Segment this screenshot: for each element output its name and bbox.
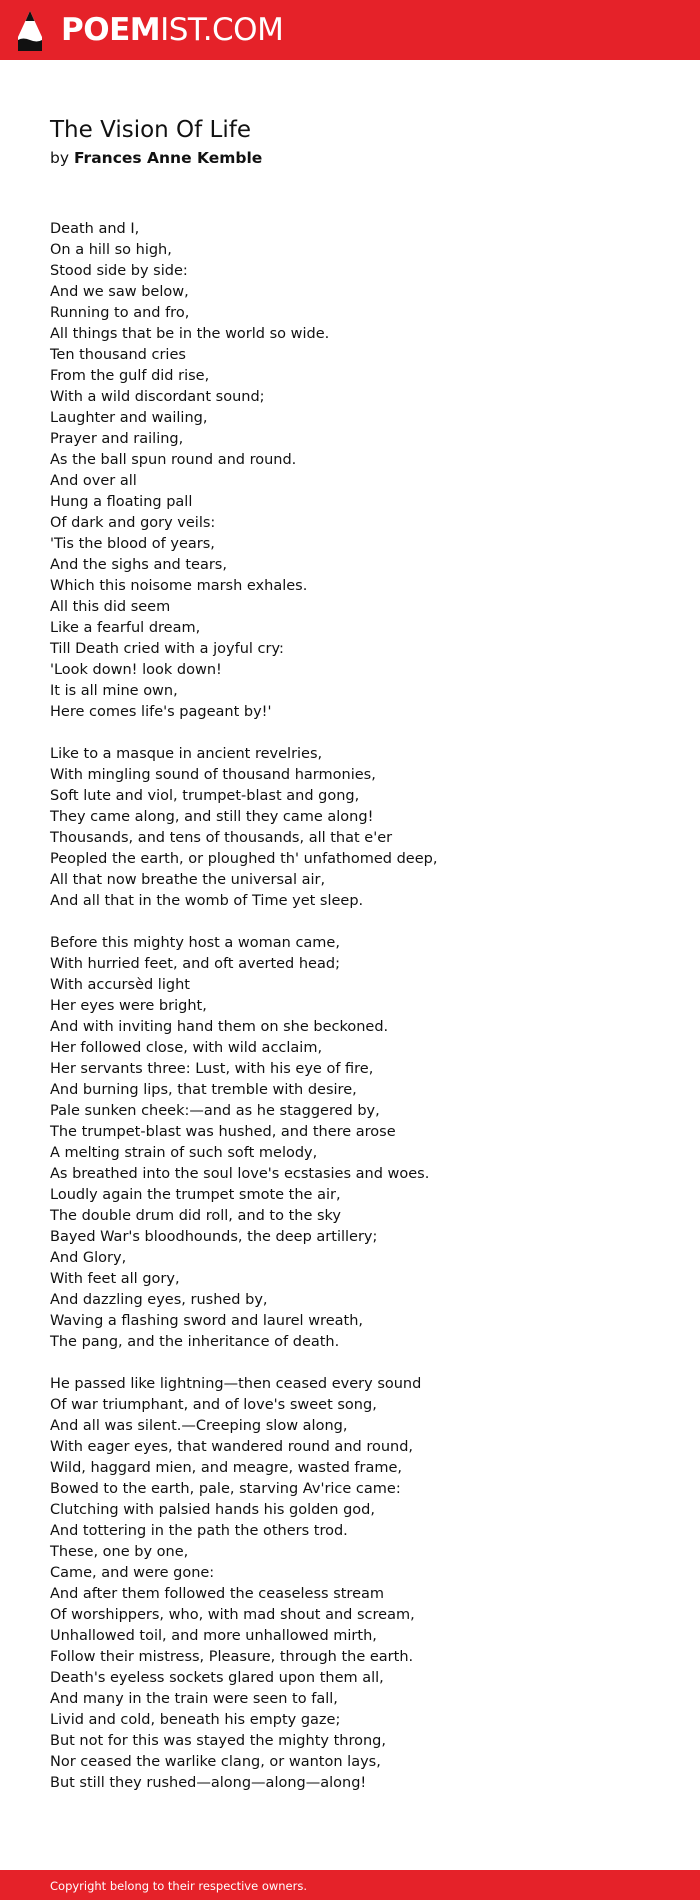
poem-line: On a hill so high,	[50, 242, 172, 258]
poem-line: With eager eyes, that wandered round and round,	[50, 1439, 414, 1455]
site-logo-text[interactable]	[61, 12, 283, 48]
poem-line: Death and I,	[50, 221, 140, 237]
poem-line: Follow their mistress, Pleasure, through the earth.	[50, 1649, 414, 1665]
poem-line: As the ball spun round and round.	[50, 452, 297, 468]
poem-body	[50, 219, 650, 1815]
poem-line: Of war triumphant, and of love's sweet song,	[50, 1397, 377, 1413]
poem-line: Wild, haggard mien, and meagre, wasted frame,	[50, 1460, 403, 1476]
poem-line: Death's eyeless sockets glared upon them all,	[50, 1670, 384, 1686]
poem-line: He passed like lightning—then ceased every sound	[50, 1376, 422, 1392]
poem-line: Like a fearful dream,	[50, 620, 201, 636]
poem-line: Livid and cold, beneath his empty gaze;	[50, 1712, 341, 1728]
poem-line: Her followed close, with wild acclaim,	[50, 1040, 323, 1056]
poem-line: And burning lips, that tremble with desire,	[50, 1082, 357, 1098]
poem-line: The trumpet-blast was hushed, and there arose	[50, 1124, 396, 1140]
byline	[50, 147, 262, 169]
poem-line: And with inviting hand them on she beckoned.	[50, 1019, 389, 1035]
poem-line: With feet all gory,	[50, 1271, 180, 1287]
poem-stanza	[50, 219, 650, 723]
poem-line: They came along, and still they came along!	[50, 809, 374, 825]
poem-line: Bayed War's bloodhounds, the deep artillery;	[50, 1229, 378, 1245]
poem-line: Running to and fro,	[50, 305, 190, 321]
poem-line: It is all mine own,	[50, 683, 178, 699]
poem-line: But not for this was stayed the mighty throng,	[50, 1733, 386, 1749]
poem-line: With a wild discordant sound;	[50, 389, 265, 405]
poem-line: And we saw below,	[50, 284, 189, 300]
poem-line: Came, and were gone:	[50, 1565, 215, 1581]
poem-line: Till Death cried with a joyful cry:	[50, 641, 284, 657]
poem-line: Her eyes were bright,	[50, 998, 207, 1014]
poem-stanza	[50, 744, 650, 912]
poem-line: All this did seem	[50, 599, 171, 615]
poem-line: From the gulf did rise,	[50, 368, 210, 384]
poem-stanza	[50, 1374, 650, 1794]
poem-line: And all that in the womb of Time yet sleep.	[50, 893, 364, 909]
poem-line: And many in the train were seen to fall,	[50, 1691, 338, 1707]
poem-line: Hung a floating pall	[50, 494, 193, 510]
site-header	[0, 0, 700, 60]
poem-line: Nor ceased the warlike clang, or wanton lays,	[50, 1754, 381, 1770]
poem-line: And all was silent.—Creeping slow along,	[50, 1418, 348, 1434]
poem-line: With hurried feet, and oft averted head;	[50, 956, 340, 972]
poem-line: With mingling sound of thousand harmonies,	[50, 767, 376, 783]
poem-line: The pang, and the inheritance of death.	[50, 1334, 340, 1350]
poem-line: The double drum did roll, and to the sky	[50, 1208, 342, 1224]
by-label: by	[50, 149, 70, 167]
poem-line: Laughter and wailing,	[50, 410, 208, 426]
poem-line: Peopled the earth, or ploughed th' unfathomed deep,	[50, 851, 438, 867]
poem-line: Stood side by side:	[50, 263, 188, 279]
poem-line: Soft lute and viol, trumpet-blast and gong,	[50, 788, 360, 804]
poem-line: And tottering in the path the others trod.	[50, 1523, 348, 1539]
poem-line: Of worshippers, who, with mad shout and scream,	[50, 1607, 415, 1623]
poem-line: All things that be in the world so wide.	[50, 326, 330, 342]
poem-line: But still they rushed—along—along—along!	[50, 1775, 367, 1791]
author-name: Frances Anne Kemble	[73, 149, 263, 167]
poem-line: Thousands, and tens of thousands, all that e'er	[50, 830, 393, 846]
poem-line: 'Look down! look down!	[50, 662, 222, 678]
poem-line: Ten thousand cries	[50, 347, 186, 363]
site-footer	[0, 1870, 700, 1900]
poem-line: Pale sunken cheek:—and as he staggered by,	[50, 1103, 380, 1119]
poem-line: Clutching with palsied hands his golden god,	[50, 1502, 375, 1518]
poem-line: Her servants three: Lust, with his eye of fire,	[50, 1061, 374, 1077]
poem-line: Here comes life's pageant by!'	[50, 704, 272, 720]
poem-line: All that now breathe the universal air,	[50, 872, 326, 888]
poem-line: A melting strain of such soft melody,	[50, 1145, 318, 1161]
poem-line: Unhallowed toil, and more unhallowed mirth,	[50, 1628, 377, 1644]
logo-bold-text: POEM	[61, 12, 161, 48]
poem-line: And after them followed the ceaseless stream	[50, 1586, 385, 1602]
poem-title: The Vision Of Life	[50, 117, 252, 143]
poem-line: These, one by one,	[50, 1544, 189, 1560]
poem-line: Waving a flashing sword and laurel wreath,	[50, 1313, 363, 1329]
poem-line: Like to a masque in ancient revelries,	[50, 746, 323, 762]
poem-line: With accursèd light	[50, 977, 190, 993]
poem-line: Prayer and railing,	[50, 431, 184, 447]
poem-line: Which this noisome marsh exhales.	[50, 578, 308, 594]
poem-line: Before this mighty host a woman came,	[50, 935, 340, 951]
poem-line: Bowed to the earth, pale, starving Av'rice came:	[50, 1481, 401, 1497]
poem-stanza	[50, 933, 650, 1353]
logo-light-text: IST.COM	[160, 12, 284, 48]
poem-line: And dazzling eyes, rushed by,	[50, 1292, 268, 1308]
pencil-tip-icon[interactable]	[16, 10, 44, 52]
copyright-text: Copyright belong to their respective owners.	[50, 1879, 308, 1893]
poem-line: As breathed into the soul love's ecstasies and woes.	[50, 1166, 430, 1182]
poem-line: And Glory,	[50, 1250, 127, 1266]
poem-line: And the sighs and tears,	[50, 557, 227, 573]
poem-line: 'Tis the blood of years,	[50, 536, 215, 552]
poem-line: Loudly again the trumpet smote the air,	[50, 1187, 341, 1203]
poem-line: And over all	[50, 473, 137, 489]
poem-line: Of dark and gory veils:	[50, 515, 216, 531]
